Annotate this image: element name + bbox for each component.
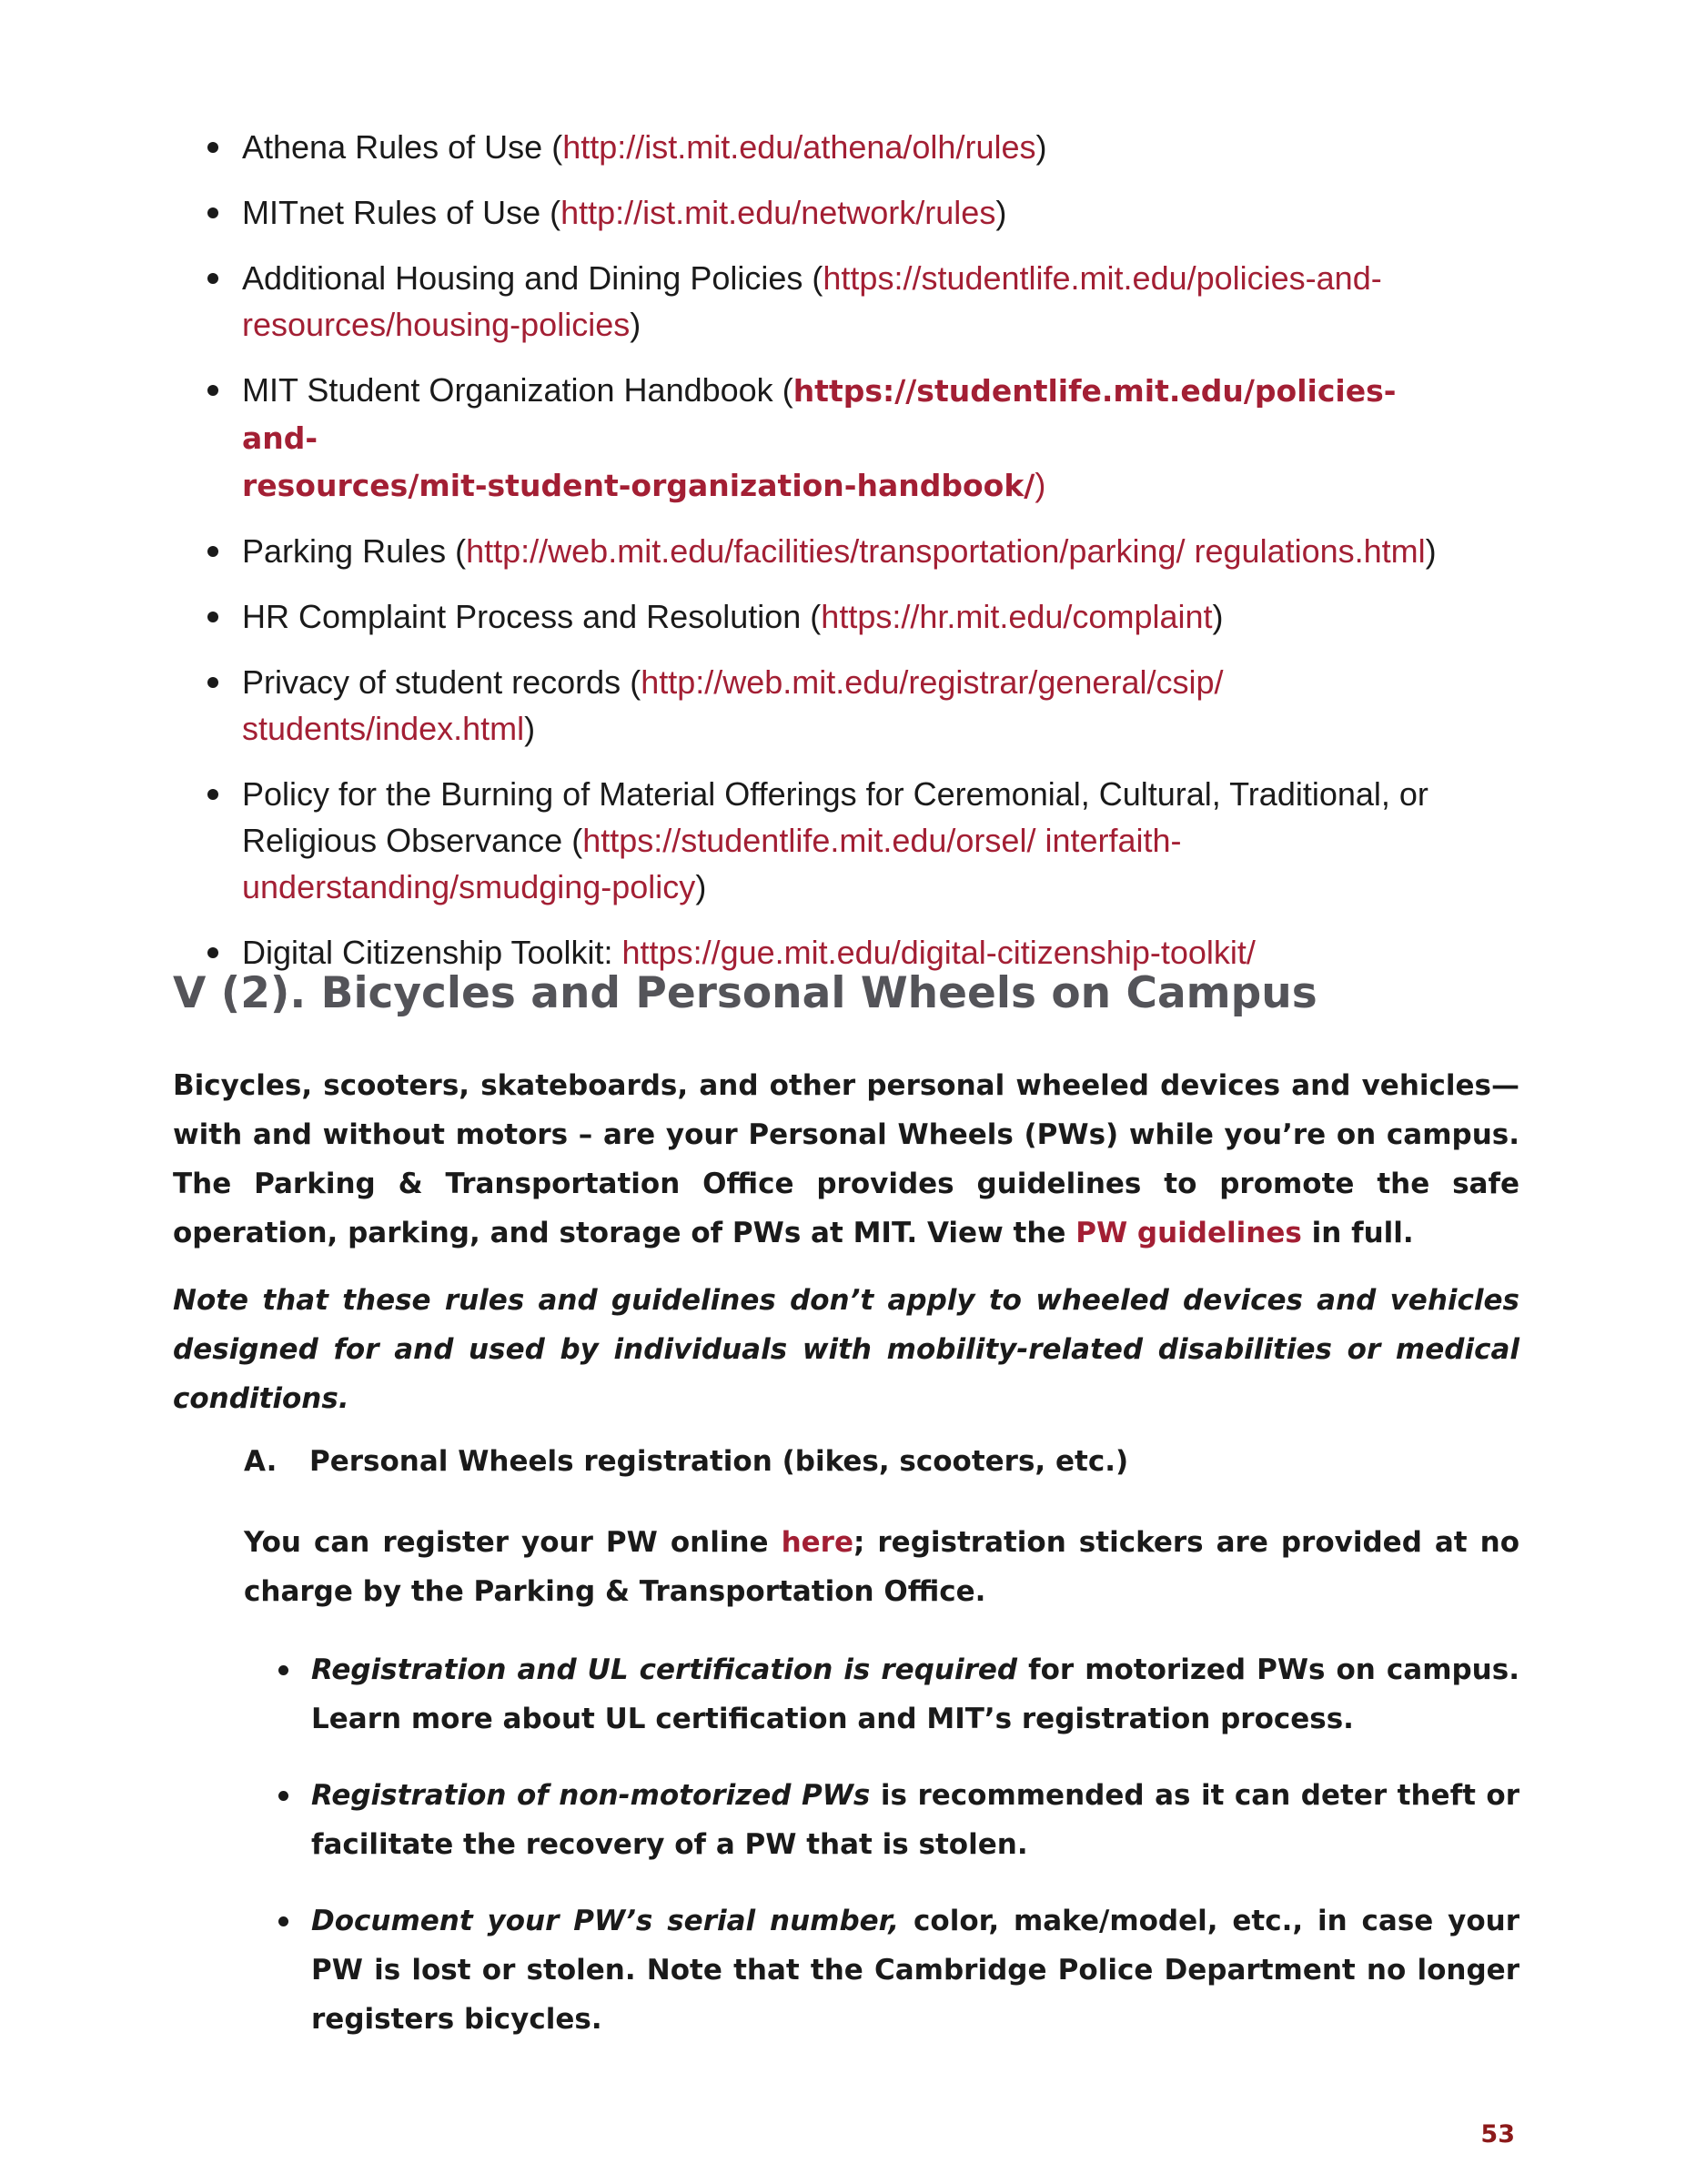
athena-rules-link[interactable]: http://ist.mit.edu/athena/olh/rules (562, 128, 1036, 166)
list-item: Registration of non-motorized PWs is recommended as it can deter theft or facilitate the recovery of a PW that is stolen. (0, 1771, 1706, 1869)
list-item: Privacy of student records (http://web.mit.edu/registrar/general/csip/ students/index.html) (0, 659, 1706, 752)
parking-rules-link[interactable]: http://web.mit.edu/facilities/transportation/parking/ regulations.html (466, 532, 1426, 570)
list-item: Registration and UL certification is required for motorized PWs on campus. Learn more about UL certification and MIT’s registration process. (0, 1645, 1706, 1744)
link-label: Digital Citizenship Toolkit: (242, 934, 613, 971)
bullet-icon (207, 142, 218, 153)
list-item: MIT Student Organization Handbook (https://studentlife.mit.edu/policies-and- resources/mit-student-organization-handbook/) (0, 367, 1706, 509)
bullet-icon (207, 385, 218, 396)
bullet-icon (207, 612, 218, 622)
list-item: Policy for the Burning of Material Offerings for Ceremonial, Cultural, Traditional, or Religious Observance (https://studentlife.mit.edu/orsel/ interfaith- understanding/smudging-policy) (0, 771, 1706, 910)
mitnet-rules-link[interactable]: http://ist.mit.edu/network/rules (560, 194, 996, 231)
policy-link-list (0, 124, 1706, 995)
register-here-link[interactable]: here (781, 1526, 853, 1559)
bullet-icon (207, 789, 218, 800)
registration-paragraph: You can register your PW online here; registration stickers are provided at no charge by the Parking & Transportation Office. (244, 1526, 1519, 1608)
list-item: Additional Housing and Dining Policies (https://studentlife.mit.edu/policies-and- resources/housing-policies) (0, 255, 1706, 348)
link-label: Athena Rules of Use (242, 128, 543, 166)
bullet-icon (207, 207, 218, 218)
bullet-icon (207, 273, 218, 284)
list-item: MITnet Rules of Use (http://ist.mit.edu/network/rules) (0, 189, 1706, 236)
link-label: Policy for the Burning of Material Offerings for Ceremonial, Cultural, Traditional, or Religious Observance (242, 775, 1428, 859)
list-item: Parking Rules (http://web.mit.edu/facilities/transportation/parking/ regulations.html) (0, 528, 1706, 574)
subsection-title: Personal Wheels registration (bikes, scooters, etc.) (309, 1445, 1129, 1478)
link-label: Additional Housing and Dining Policies (242, 259, 803, 297)
bullet-icon (207, 947, 218, 958)
student-org-handbook-link[interactable]: https://studentlife.mit.edu/policies-and- resources/mit-student-organization-handbook/ (242, 373, 1397, 503)
bullet-icon (278, 1791, 288, 1801)
bullet-icon (207, 677, 218, 688)
intro-paragraph: Bicycles, scooters, skateboards, and other personal wheeled devices and vehicles— with and without motors – are your Personal Wheels (PWs) while you’re on campus. The Parking & Transportation Office provides guidelines to promote the safe operation, parking, and storage of PWs at MIT. View the PW guidelines in full. (173, 1069, 1519, 1249)
hr-complaint-link[interactable]: https://hr.mit.edu/complaint (821, 598, 1213, 635)
student-records-link[interactable]: http://web.mit.edu/registrar/general/csip/ students/index.html (242, 663, 1224, 747)
link-label: Privacy of student records (242, 663, 621, 701)
digital-citizenship-link[interactable]: https://gue.mit.edu/digital-citizenship-toolkit/ (621, 934, 1256, 971)
bullet-icon (278, 1665, 288, 1675)
section-heading: V (2). Bicycles and Personal Wheels on Campus (173, 968, 1317, 1018)
bullet-icon (278, 1916, 288, 1926)
link-label: HR Complaint Process and Resolution (242, 598, 802, 635)
link-label: Parking Rules (242, 532, 447, 570)
housing-policies-link[interactable]: https://studentlife.mit.edu/policies-and- resources/housing-policies (242, 259, 1382, 343)
pw-guidelines-link[interactable]: PW guidelines (1075, 1217, 1302, 1249)
smudging-policy-link[interactable]: https://studentlife.mit.edu/orsel/ interfaith- understanding/smudging-policy (242, 822, 1182, 905)
page-number: 53 (1480, 2120, 1515, 2149)
link-label: MITnet Rules of Use (242, 194, 541, 231)
registration-bullets (0, 1645, 1706, 2071)
list-item: Athena Rules of Use (http://ist.mit.edu/athena/olh/rules) (0, 124, 1706, 170)
bullet-icon (207, 546, 218, 557)
list-item: HR Complaint Process and Resolution (https://hr.mit.edu/complaint) (0, 593, 1706, 640)
subsection-letter: A. (244, 1445, 278, 1478)
subsection-heading (244, 1445, 1128, 1478)
note-paragraph: Note that these rules and guidelines don’t apply to wheeled devices and vehicles designed for and used by individuals with mobility-related disabilities or medical conditions. (173, 1284, 1519, 1415)
link-label: MIT Student Organization Handbook (242, 371, 773, 409)
list-item: Document your PW’s serial number, color, make/model, etc., in case your PW is lost or stolen. Note that the Cambridge Police Department no longer registers bicycles. (0, 1896, 1706, 2044)
